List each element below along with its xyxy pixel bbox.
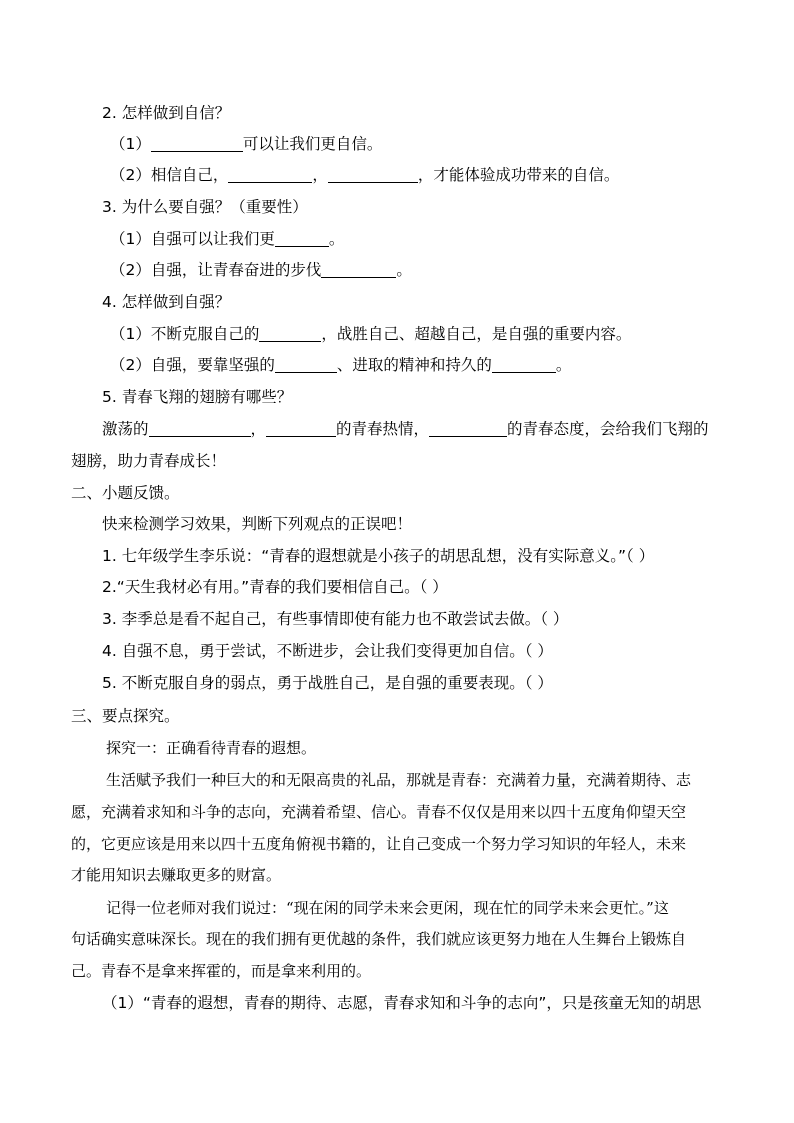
question-2-item-1: （1） 可以让我们更自信。 — [110, 135, 383, 153]
section-2-heading: 二、小题反馈。 — [71, 484, 180, 502]
section-3-heading: 三、要点探究。 — [71, 707, 180, 725]
question-4-heading: 4. 怎样做到自强？ — [102, 293, 231, 311]
question-5-line-2: 翅膀，助力青春成长！ — [71, 452, 227, 470]
section-2-intro: 快来检测学习效果，判断下列观点的正误吧！ — [102, 515, 413, 533]
paragraph-2-line: 句话确实意味深长。现在的我们拥有更优越的条件，我们就应该更努力地在人生舞台上锻炼自 — [71, 930, 687, 948]
question-2-item-2: （2）相信自己， ， ，才能体验成功带来的自信。 — [110, 166, 620, 184]
question-2-heading: 2. 怎样做到自信？ — [102, 104, 231, 122]
question-5-heading: 5. 青春飞翔的翅膀有哪些？ — [102, 388, 293, 406]
question-3-heading: 3. 为什么要自强？（重要性） — [102, 198, 308, 216]
judge-item-4: 4. 自强不息，勇于尝试，不断进步，会让我们变得更加自信。（ ） — [102, 642, 553, 660]
paragraph-2-line: 己。青春不是拿来挥霍的，而是拿来利用的。 — [71, 962, 372, 980]
fill-blank[interactable] — [151, 135, 243, 152]
question-5-line-1: 激荡的 ， 的青春热情， 的青春态度，会给我们飞翔的 — [102, 420, 709, 438]
question-4-item-2: （2）自强，要靠坚强的 、进取的精神和持久的 。 — [110, 356, 572, 374]
paragraph-1-line: 生活赋予我们一种巨大的和无限高贵的礼品，那就是青春：充满着力量，充满着期待、志 — [106, 771, 692, 789]
section-3-question-1: （1）“青春的遐想，青春的期待、志愿，青春求知和斗争的志向”，只是孩童无知的胡思 — [102, 994, 702, 1012]
explore-1-title: 探究一：正确看待青春的遐想。 — [106, 739, 317, 757]
judge-item-2: 2.“天生我材必有用。”青春的我们要相信自己。（ ） — [102, 578, 448, 596]
question-4-item-1: （1）不断克服自己的 ，战胜自己、超越自己，是自强的重要内容。 — [110, 325, 632, 343]
question-3-item-2: （2）自强，让青春奋进的步伐 。 — [110, 261, 412, 279]
judge-item-5: 5. 不断克服自身的弱点，勇于战胜自己，是自强的重要表现。（ ） — [102, 674, 553, 692]
paragraph-1-line: 的，它更应该是用来以四十五度角俯视书籍的，让自己变成一个努力学习知识的年轻人，未来 — [71, 835, 687, 853]
fill-blank[interactable] — [492, 356, 556, 373]
question-3-item-1: （1）自强可以让我们更 。 — [110, 230, 345, 248]
paragraph-1-line: 愿，充满着求知和斗争的志向，充满着希望、信心。青春不仅仅是用来以四十五度角仰望天空 — [71, 803, 687, 821]
fill-blank[interactable] — [149, 420, 251, 437]
fill-blank[interactable] — [429, 420, 507, 437]
judge-item-1: 1. 七年级学生李乐说：“青春的遐想就是小孩子的胡思乱想，没有实际意义。”（ ） — [102, 547, 655, 565]
fill-blank[interactable] — [266, 420, 336, 437]
judge-item-3: 3. 李季总是看不起自己，有些事情即使有能力也不敢尝试去做。（ ） — [102, 610, 569, 628]
paragraph-1-line: 才能用知识去赚取更多的财富。 — [71, 866, 282, 884]
fill-blank[interactable] — [275, 230, 329, 247]
fill-blank[interactable] — [328, 166, 418, 183]
fill-blank[interactable] — [259, 325, 321, 342]
fill-blank[interactable] — [228, 166, 312, 183]
paragraph-2-line: 记得一位老师对我们说过：“现在闲的同学未来会更闲，现在忙的同学未来会更忙。”这 — [106, 899, 669, 917]
fill-blank[interactable] — [275, 356, 337, 373]
fill-blank[interactable] — [321, 261, 396, 278]
